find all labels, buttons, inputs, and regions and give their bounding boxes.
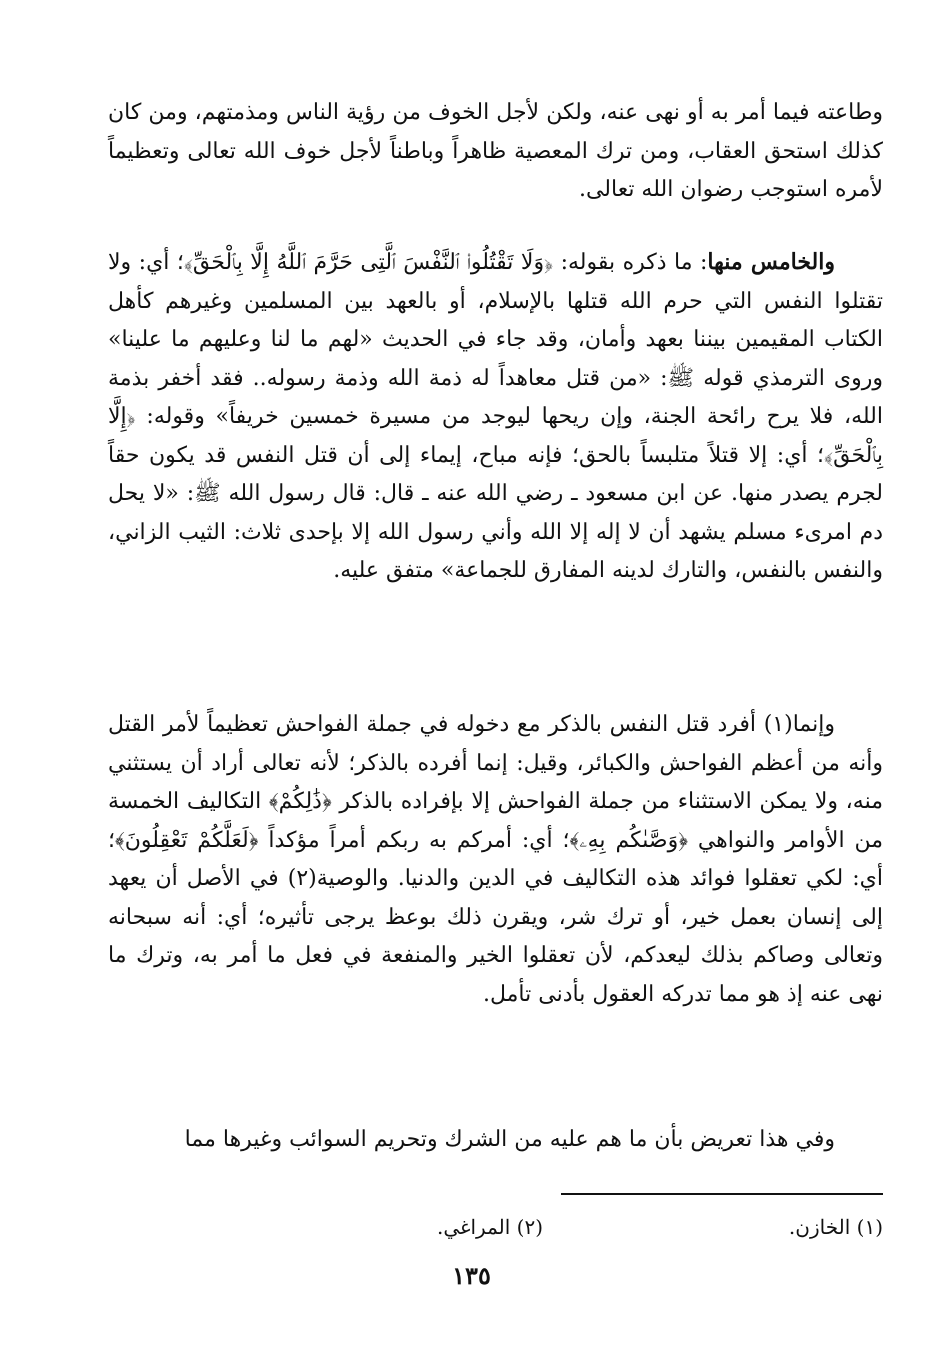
paragraph-2-text: : ما ذكره بقوله: ﴿وَلَا تَقْتُلُوا۟ ٱلنَّفْسَ ٱلَّتِى حَرَّمَ ٱللَّهُ إِلَّا بِٱلْحَقِّ﴾؛ أي: ولا تقتلوا النفس التي حرم الله قتلها بالإسلام، أو بالعهد بين المسلمين وغيرهم كأهل الكتاب المقيمين بيننا بعهد وأمان، وقد جاء في الحديث «لهم ما لنا وعليهم ما علينا» وروى الترمذي قوله ﷺ: «من قتل معاهداً له ذمة الله وذمة رسوله.. فقد أخفر بذمة الله، فلا يرح رائحة الجنة، وإن ريحها ليوجد من مسيرة خمسين خريفاً» وقوله: ﴿إِلَّا بِٱلْحَقِّ﴾؛ أي: إلا قتلاً متلبساً بالحق؛ فإنه مباح، إيماء إلى أن قتل النفس قد يكون حقاً لجرم يصدر منها. عن ابن مسعود ـ رضي الله عنه ـ قال: قال رسول الله ﷺ: «لا يحل دم امرىء مسلم يشهد أن لا إله إلا الله وأني رسول الله إلا بإحدى ثلاث: الثيب الزاني، والنفس بالنفس، والتارك لدينه المفارق للجماعة» متفق عليه. bbox=[108, 250, 883, 583]
paragraph-3 bbox=[108, 706, 883, 1014]
paragraph-1 bbox=[108, 94, 883, 210]
paragraph-4-text: وفي هذا تعريض بأن ما هم عليه من الشرك وتحريم السوائب وغيرها مما bbox=[184, 1127, 835, 1152]
page-number: ١٣٥ bbox=[452, 1261, 491, 1290]
paragraph-1-text: وطاعته فيما أمر به أو نهى عنه، ولكن لأجل الخوف من رؤية الناس ومذمتهم، ومن كان كذلك استحق العقاب، ومن ترك المعصية ظاهراً وباطناً لأجل خوف الله تعالى وتعظيماً لأمره استوجب رضوان الله تعالى. bbox=[108, 100, 883, 202]
paragraph-3-text: وإنما(١) أفرد قتل النفس بالذكر مع دخوله في جملة الفواحش تعظيماً لأمر القتل وأنه من أعظم الفواحش والكبائر، وقيل: إنما أفرده بالذكر؛ لأنه تعالى أراد أن يستثني منه، ولا يمكن الاستثناء من جملة الفواحش إلا بإفراده بالذكر ﴿ذَٰلِكُمْ﴾ التكاليف الخمسة من الأوامر والنواهي ﴿وَصَّىٰكُم بِهِۦ﴾؛ أي: أمركم به ربكم أمراً مؤكداً ﴿لَعَلَّكُمْ تَعْقِلُونَ﴾؛ أي: لكي تعقلوا فوائد هذه التكاليف في الدين والدنيا. والوصية(٢) في الأصل أن يعهد إلى إنسان بعمل خير، أو ترك شر، ويقرن ذلك بوعظ يرجى تأثيره؛ أي: أنه سبحانه وتعالى وصاكم بذلك ليعدكم، لأن تعقلوا الخير والمنفعة في فعل ما أمر به، وترك ما نهى عنه إذ هو مما تدركه العقول بأدنى تأمل. bbox=[108, 712, 883, 1007]
footnote-divider bbox=[561, 1193, 883, 1195]
paragraph-2-lead: والخامس منها bbox=[707, 249, 835, 275]
footnote-1: (١) الخازن. bbox=[788, 1215, 883, 1239]
paragraph-4 bbox=[108, 1121, 883, 1160]
paragraph-2 bbox=[108, 243, 883, 591]
footnote-2: (٢) المراغي. bbox=[436, 1215, 543, 1239]
